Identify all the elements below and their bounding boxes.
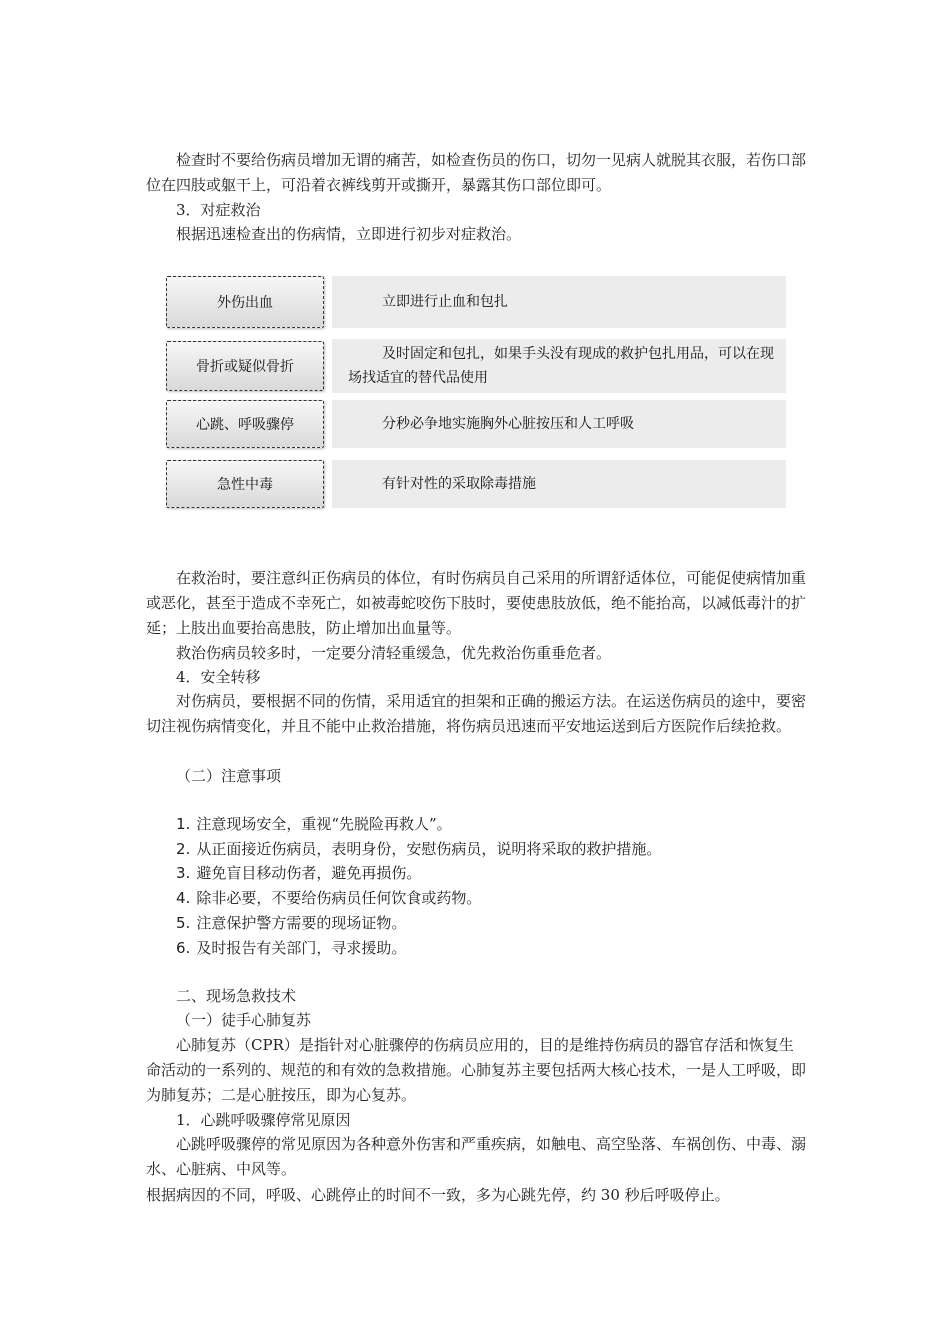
intro-paragraph: 检查时不要给伤病员增加无谓的痛苦，如检查伤员的伤口，切勿一见病人就脱其衣服，若伤口部位在四肢或躯干上，可沿着衣裤线剪开或撕开，暴露其伤口部位即可。	[146, 151, 807, 194]
list-item: 6. 及时报告有关部门，寻求援助。	[176, 939, 407, 957]
list-item: 2. 从正面接近伤病员，表明身份，安慰伤病员，说明将采取的救护措施。	[176, 840, 662, 858]
treatment-row	[160, 400, 790, 448]
cpr-heading: （一）徒手心肺复苏	[176, 1011, 312, 1029]
cause-last-line: 根据病因的不同，呼吸、心跳停止的时间不一致，多为心跳先停，约 30 秒后呼吸停止。	[146, 1186, 730, 1204]
treatment-action: 分秒必争地实施胸外心脏按压和人工呼吸	[332, 400, 786, 448]
treatment-condition: 急性中毒	[166, 460, 324, 508]
cpr-paragraph: 心肺复苏（CPR）是指针对心脏骤停的伤病员应用的，目的是维持伤病员的器官存活和恢复生命活动的一系列的、规范的和有效的急救措施。心肺复苏主要包括两大核心技术，一是人工呼吸，即为肺复苏；二是心脏按压，即为心复苏。	[146, 1036, 807, 1104]
cause-heading: 1．心跳呼吸骤停常见原因	[176, 1111, 351, 1129]
treatment-condition: 骨折或疑似骨折	[166, 341, 324, 391]
section4-heading: 4．安全转移	[176, 668, 261, 686]
posture-paragraph: 在救治时，要注意纠正伤病员的体位，有时伤病员自己采用的所谓舒适体位，可能促使病情加重或恶化，甚至于造成不幸死亡，如被毒蛇咬伤下肢时，要使患肢放低，绝不能抬高，以减低毒汁的扩延；上肢出血要抬高患肢，防止增加出血量等。	[146, 569, 807, 637]
list-item: 1. 注意现场安全，重视“先脱险再救人”。	[176, 815, 452, 833]
priority-paragraph: 救治伤病员较多时，一定要分清轻重缓急，优先救治伤重垂危者。	[176, 644, 612, 662]
list-item: 3. 避免盲目移动伤者，避免再损伤。	[176, 864, 422, 882]
treatment-row	[160, 276, 790, 328]
treatment-row	[160, 339, 790, 393]
treatment-action: 立即进行止血和包扎	[332, 276, 786, 328]
treatment-condition: 心跳、呼吸骤停	[166, 400, 324, 448]
treatment-condition: 外伤出血	[166, 276, 324, 328]
part2-heading: 二、现场急救技术	[176, 987, 297, 1005]
section4-paragraph: 对伤病员，要根据不同的伤情，采用适宜的担架和正确的搬运方法。在运送伤病员的途中，要密切注视伤病情变化，并且不能中止救治措施，将伤病员迅速而平安地运送到后方医院作后续抢救。	[146, 692, 807, 735]
treatment-action: 有针对性的采取除毒措施	[332, 460, 786, 508]
treatment-action: 及时固定和包扎，如果手头没有现成的救护包扎用品，可以在现场找适宜的替代品使用	[332, 339, 786, 393]
section3-heading: 3．对症救治	[176, 201, 261, 219]
treatment-row	[160, 460, 790, 508]
list-item: 5. 注意保护警方需要的现场证物。	[176, 914, 407, 932]
section3-intro: 根据迅速检查出的伤病情，立即进行初步对症救治。	[176, 225, 522, 243]
notes-heading: （二）注意事项	[176, 767, 282, 785]
cause-paragraph: 心跳呼吸骤停的常见原因为各种意外伤害和严重疾病，如触电、高空坠落、车祸创伤、中毒、溺水、心脏病、中风等。	[146, 1135, 807, 1178]
list-item: 4. 除非必要，不要给伤病员任何饮食或药物。	[176, 889, 482, 907]
